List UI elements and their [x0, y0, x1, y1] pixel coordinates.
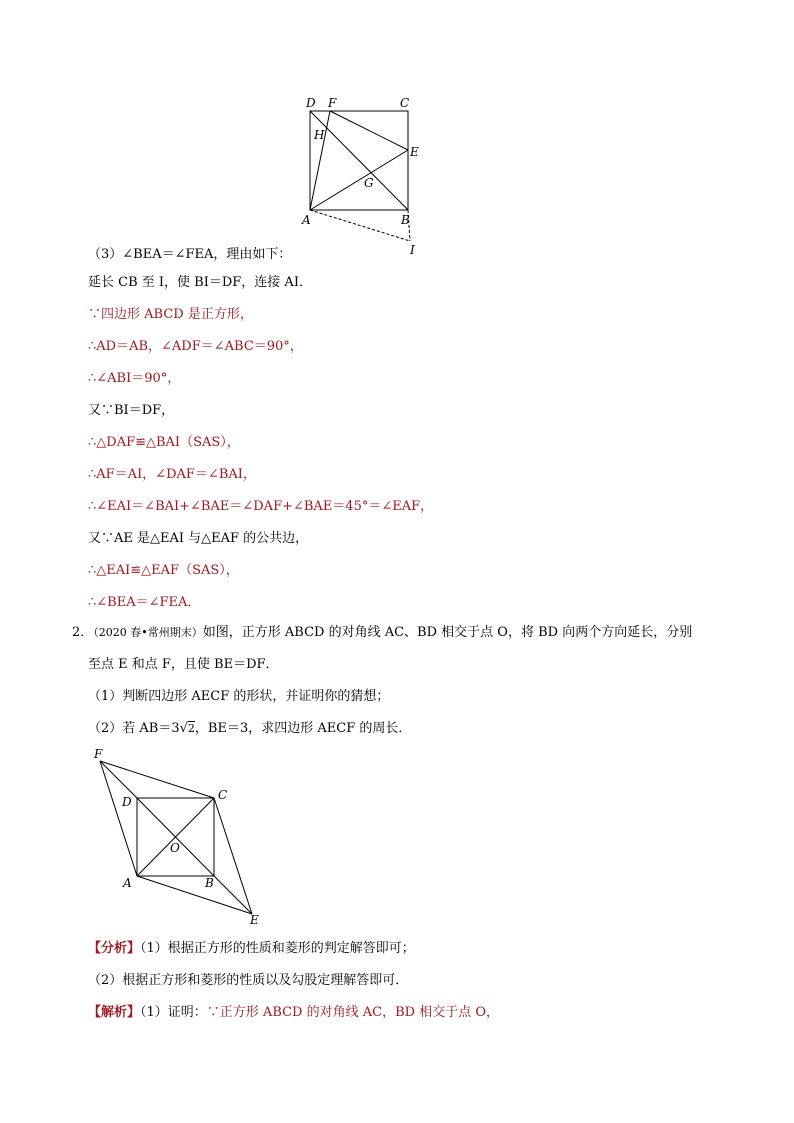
label-b: B [401, 213, 410, 227]
sqrt-radicand: 2 [187, 722, 195, 735]
label-a2: A [123, 876, 132, 890]
solution-tag: 【解析】 [88, 1005, 141, 1020]
solution-line1 [88, 1004, 499, 1022]
proof-line: ∴AF＝AI，∠DAF＝∠BAI， [88, 467, 256, 482]
label-e: E [410, 145, 419, 159]
solution-text: ∵正方形 ABCD 的对角线 AC，BD 相交于点 O， [206, 1005, 499, 1020]
analysis-tag: 【分析】 [88, 941, 141, 956]
label-d: D [306, 96, 316, 110]
proof-line: 又∵BI＝DF， [88, 403, 175, 418]
proof-line: （3）∠BEA＝∠FEA，理由如下： [88, 247, 292, 262]
question-2-prefix: （2）若 AB＝3 [88, 721, 180, 736]
proof-line: ∴∠EAI＝∠BAI+∠BAE＝∠DAF+∠BAE＝45°＝∠EAF， [88, 499, 434, 514]
proof-line: ∴∠BEA＝∠FEA． [88, 595, 201, 610]
label-e2: E [250, 913, 259, 927]
question-2-suffix: ，BE＝3，求四边形 AECF 的周长． [194, 721, 412, 736]
analysis-line2: （2）根据正方形和菱形的性质以及勾股定理解答即可． [88, 973, 409, 988]
label-g: G [364, 176, 374, 190]
problem-text: 如图，正方形 ABCD 的对角线 AC、BD 相交于点 O，将 BD 向两个方向延长，分别 [202, 625, 693, 640]
question-1: （1）判断四边形 AECF 的形状，并证明你的猜想； [88, 689, 390, 704]
proof-line: ∴△DAF≌△BAI（SAS）， [88, 435, 240, 450]
label-h: H [314, 128, 325, 142]
analysis-line1 [88, 940, 415, 958]
label-i: I [410, 243, 415, 257]
solution-prefix: （1）证明： [140, 1005, 207, 1020]
segment-ae [137, 876, 252, 914]
label-f2: F [94, 747, 103, 761]
label-f: F [328, 96, 337, 110]
proof-line: ∴△EAI≌△EAF（SAS）， [88, 563, 239, 578]
proof-line: ∴AD＝AB，∠ADF＝∠ABC＝90°， [88, 339, 303, 354]
label-o2: O [170, 841, 180, 855]
proof-line: ∴∠ABI＝90°， [88, 371, 181, 386]
proof-line: 又∵AE 是△EAI 与△EAF 的公共边， [88, 531, 309, 546]
label-b2: B [205, 876, 214, 890]
segment-fc [100, 761, 214, 798]
segment-fa [100, 761, 137, 876]
proof-line: ∵四边形 ABCD 是正方形， [88, 307, 253, 322]
label-c2: C [218, 788, 228, 802]
proof-line: 延长 CB 至 I，使 BI＝DF，连接 AI． [88, 275, 312, 290]
problem-source: （2020 春•常州期末） [93, 626, 203, 639]
label-d2: D [122, 795, 132, 809]
analysis-text-1: （1）根据正方形的性质和菱形的判定解答即可； [140, 941, 415, 956]
sqrt-radical: √ [179, 721, 188, 736]
label-a: A [302, 213, 311, 227]
problem-statement-line2: 至点 E 和点 F，且使 BE＝DF． [88, 657, 279, 672]
segment-ce [214, 798, 252, 914]
label-c: C [400, 96, 410, 110]
problem-number: 2． [72, 625, 94, 640]
